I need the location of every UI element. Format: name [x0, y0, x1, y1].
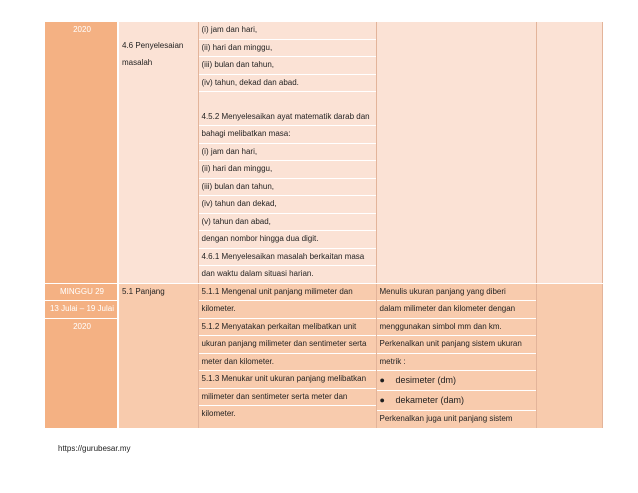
bullet-icon: ● — [379, 375, 385, 385]
standard-line: kilometer. — [201, 409, 236, 418]
topic-cell — [118, 22, 198, 283]
table-row — [45, 22, 602, 283]
standard-line: (iv) tahun dan dekad, — [199, 196, 376, 214]
standard-line: ukuran panjang milimeter dan sentimeter serta — [199, 336, 376, 354]
footer-url: https://gurubesar.my — [58, 444, 131, 453]
standard-line: (i) jam dan hari, — [199, 22, 376, 40]
standard-line: (ii) hari dan minggu, — [199, 40, 376, 58]
topic-cell — [118, 283, 198, 428]
standard-line: 5.1.1 Mengenal unit panjang milimeter dan — [199, 284, 376, 302]
week-label: MINGGU 29 — [45, 284, 117, 302]
notes-line: Menulis ukuran panjang yang diberi — [377, 284, 536, 302]
topic-line: masalah — [122, 57, 153, 67]
standard-line: 4.5.2 Menyelesaikan ayat matematik darab dan — [199, 109, 376, 127]
notes-line: Perkenalkan juga unit panjang sistem — [379, 414, 513, 423]
notes-line: menggunakan simbol mm dan km. — [377, 319, 536, 337]
standard-line: milimeter dan sentimeter serta meter dan — [199, 389, 376, 407]
standard-line: bahagi melibatkan masa: — [199, 126, 376, 144]
week-cell — [45, 283, 118, 428]
table-row — [45, 283, 602, 428]
bullet-item — [377, 371, 536, 391]
notes-line: metrik : — [377, 354, 536, 372]
lesson-plan-table — [45, 22, 603, 428]
bullet-icon: ● — [379, 395, 385, 405]
standard-line: (iv) tahun, dekad dan abad. — [199, 75, 376, 93]
notes-line: dalam milimeter dan kilometer dengan — [377, 301, 536, 319]
standard-line — [199, 92, 376, 109]
topic-line: 4.6 Penyelesaian — [122, 41, 184, 50]
remarks-cell — [536, 22, 602, 283]
standard-cell — [198, 22, 376, 283]
topic-line: 5.1 Panjang — [122, 286, 165, 296]
standard-line: dan waktu dalam situasi harian. — [201, 269, 314, 278]
standard-cell — [198, 283, 376, 428]
remarks-cell — [536, 283, 602, 428]
standard-line: 4.6.1 Menyelesaikan masalah berkaitan masa — [199, 249, 376, 267]
bullet-text: desimeter (dm) — [395, 375, 457, 385]
standard-line: (i) jam dan hari, — [199, 144, 376, 162]
standard-line: (ii) hari dan minggu, — [199, 161, 376, 179]
standard-line: dengan nombor hingga dua digit. — [199, 231, 376, 249]
notes-cell — [376, 22, 536, 283]
standard-line: kilometer. — [199, 301, 376, 319]
year-text: 2020 — [73, 25, 91, 34]
notes-cell — [376, 283, 536, 428]
standard-line: (v) tahun dan abad, — [199, 214, 376, 232]
standard-line: 5.1.2 Menyatakan perkaitan melibatkan unit — [199, 319, 376, 337]
year-text: 2020 — [73, 321, 91, 331]
date-range: 13 Julai – 19 Julai — [45, 301, 117, 319]
notes-line: Perkenalkan unit panjang sistem ukuran — [377, 336, 536, 354]
standard-line: 5.1.3 Menukar unit ukuran panjang melibatkan — [199, 371, 376, 389]
standard-line: meter dan kilometer. — [199, 354, 376, 372]
standard-line: (iii) bulan dan tahun, — [199, 57, 376, 75]
week-cell — [45, 22, 118, 283]
standard-line: (iii) bulan dan tahun, — [199, 179, 376, 197]
bullet-item — [377, 391, 536, 411]
bullet-text: dekameter (dam) — [395, 395, 465, 405]
